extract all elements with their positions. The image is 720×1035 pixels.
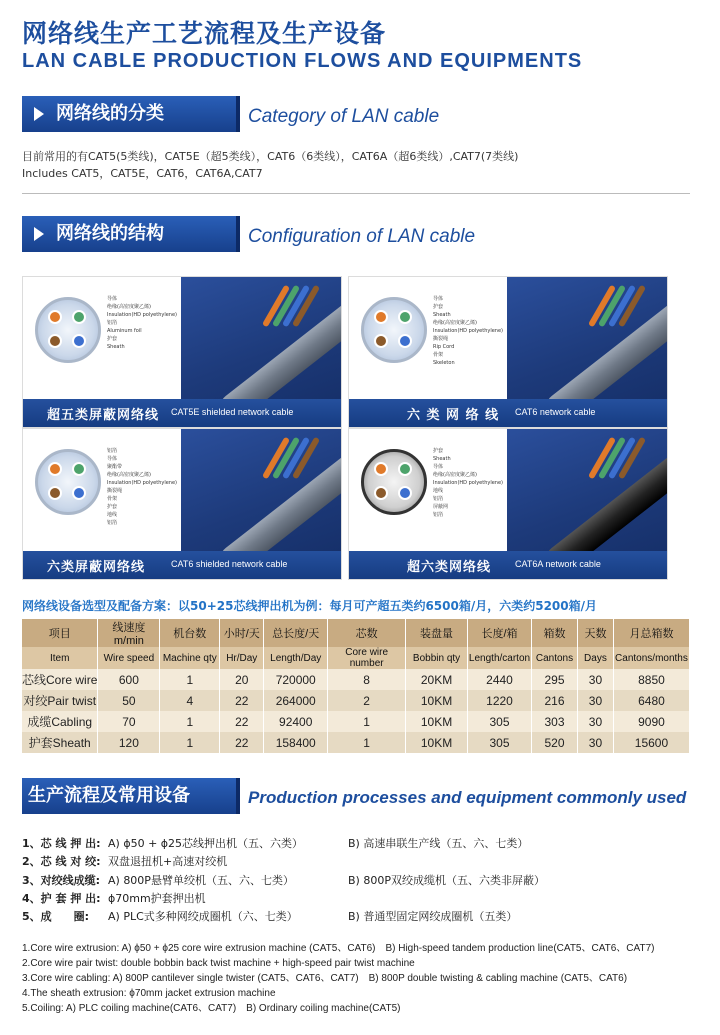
step-label: 2、芯 线 对 绞: [22,855,101,868]
step-option-a: ϕ70mm护套押出机 [108,892,206,905]
cable-photo [181,277,341,401]
cable-photo [507,429,667,553]
step-label: 1、芯 线 押 出: [22,837,101,850]
cable-card-cat6a [348,428,668,580]
cable-caption [23,399,341,427]
cable-card-cat6-shielded [22,428,342,580]
section-configuration-heading-en: Configuration of LAN cable [248,226,476,247]
section-configuration-heading-cn: 网络线的结构 [56,223,164,244]
step-option-a: A) ϕ50 + ϕ25芯线押出机（五、六类） [108,837,304,850]
cable-caption [349,399,667,427]
cable-name-en: CAT6 network cable [515,407,596,417]
step-option-a: A) PLC式多种网绞成圈机（六、七类） [108,910,298,923]
triangle-icon [34,107,44,121]
category-line-en: Includes CAT5，CAT5E，CAT6，CAT6A,CAT7 [22,167,263,180]
table-row: 成缆Cabling 70 1 22 92400 1 10KM 305 303 30 9090 [22,711,690,732]
table-row: 护套Sheath 120 1 22 158400 1 10KM 305 520 30 15600 [22,732,690,753]
section-configuration-bar [22,216,240,252]
cable-name-cn: 六 类 网 络 线 [407,408,500,423]
cable-card-cat5e-shielded [22,276,342,428]
cable-name-cn: 超五类屏蔽网络线 [47,408,160,423]
cable-photo [507,277,667,401]
note-line: 4.The sheath extrusion: ϕ70mm jacket extrusion machine [22,988,276,999]
cable-card-cat6 [348,276,668,428]
cable-caption [349,551,667,579]
divider [22,193,690,194]
section-production-heading-cn: 生产流程及常用设备 [28,785,190,806]
equipment-table-title: 网络线设备选型及配备方案：以50+25芯线押出机为例：每月可产超五类约6500箱/月，六类约5200箱/月 [22,599,598,613]
cable-name-en: CAT6 shielded network cable [171,559,288,569]
section-category-heading-en: Category of LAN cable [248,106,440,127]
triangle-icon [34,227,44,241]
table-header-cn: 项目 线速度m/min 机台数 小时/天 总长度/天 芯数 装盘量 长度/箱 箱数 天数 月总箱数 [22,619,690,647]
note-line: 1.Core wire extrusion: A) ϕ50 + ϕ25 core wire extrusion machine (CAT5、CAT6) B) High-speed tandem production line(CAT5、CAT6、CAT7) [22,943,655,954]
step-label: 5、成 圈: [22,910,90,923]
cable-name-en: CAT6A network cable [515,559,601,569]
cross-section-diagram: 导体 绝缘(高密度聚乙烯) Insulation(HD polyethylene) 铝箔 Aluminum foil 护套 Sheath [31,291,191,391]
cable-photo [181,429,341,553]
section-category-heading-cn: 网络线的分类 [56,103,164,124]
note-line: 2.Core wire pair twist: double bobbin back twist machine + high-speed pair twist machine [22,958,415,969]
page-title-en: LAN CABLE PRODUCTION FLOWS AND EQUIPMENTS [22,50,583,72]
equipment-table [22,619,690,753]
step-label: 4、护 套 押 出: [22,892,101,905]
section-category-bar [22,96,240,132]
cable-name-en: CAT5E shielded network cable [171,407,294,417]
step-option-b: B) 高速串联生产线（五、六、七类） [348,837,529,850]
table-row: 芯线Core wire 600 1 20 720000 8 20KM 2440 295 30 8850 [22,669,690,690]
category-line-cn: 目前常用的有CAT5(5类线)，CAT5E（超5类线），CAT6（6类线），CAT6A（超6类线）,CAT7(7类线) [22,150,519,163]
cross-section-diagram: 导体 护套 Sheath 绝缘(高密度聚乙烯) Insulation(HD polyethylene) 撕裂绳 Rip Cord 骨架 Skeleton [357,291,517,391]
cable-name-cn: 六类屏蔽网络线 [47,560,146,575]
step-option-a: A) 800P悬臂单绞机（五、六、七类） [108,874,294,887]
section-production-heading-en: Production processes and equipment commonly used [248,788,687,807]
section-production-bar [22,778,240,814]
page-title-cn: 网络线生产工艺流程及生产设备 [22,19,387,48]
note-line: 5.Coiling: A) PLC coiling machine(CAT6、CAT7) B) Ordinary coiling machine(CAT5) [22,1003,401,1014]
cable-name-cn: 超六类网络线 [407,560,492,575]
step-option-a: 双盘退扭机+高速对绞机 [108,855,228,868]
note-line: 3.Core wire cabling: A) 800P cantilever single twister (CAT5、CAT6、CAT7) B) 800P double twisting & cabling machine (CAT5、CAT6) [22,973,628,984]
table-header-en: Item Wire speed Machine qty Hr/Day Length/Day Core wire number Bobbin qty Length/carton Cantons Days Cantons/months [22,647,690,669]
cross-section-diagram: 护套 Sheath 导体 绝缘(高密度聚乙烯) Insulation(HD polyethylene) 地线 铝箔 屏蔽网 铝箔 [357,443,517,543]
step-option-b: B) 普通型固定网绞成圈机（五类） [348,910,518,923]
cable-caption [23,551,341,579]
cross-section-diagram: 铝箔 导体 聚酯带 绝缘(高密度聚乙烯) Insulation(HD polyethylene) 撕裂绳 骨架 护套 地线 铝箔 [31,443,191,543]
table-row: 对绞Pair twist 50 4 22 264000 2 10KM 1220 216 30 6480 [22,690,690,711]
step-option-b: B) 800P双绞成缆机（五、六类非屏蔽） [348,874,545,887]
step-label: 3、对绞线成缆: [22,874,101,887]
